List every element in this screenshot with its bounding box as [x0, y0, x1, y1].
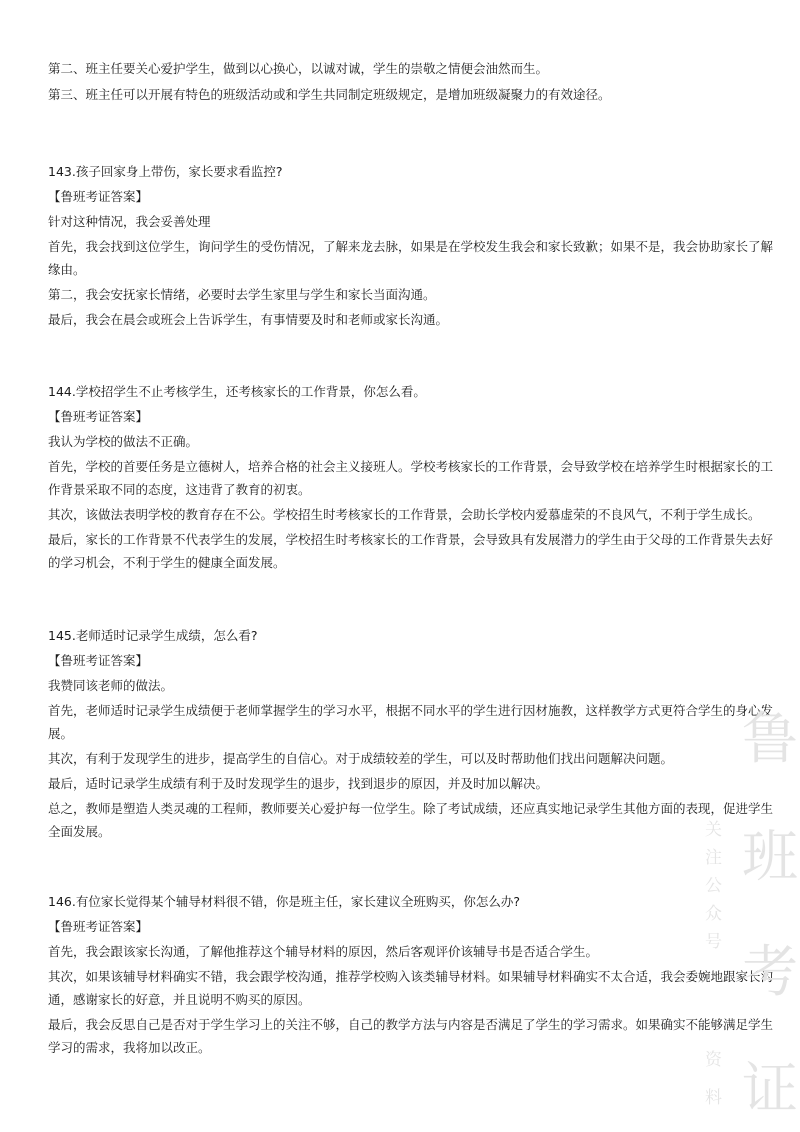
- text-line: 首先，我会找到这位学生，询问学生的受伤情况，了解来龙去脉，如果是在学校发生我会和家长致歉；如果不是，我会协助家长了解: [48, 239, 774, 254]
- text-line: 缘由。: [48, 262, 86, 277]
- watermark-char: 鲁: [742, 707, 798, 772]
- text-line: 展。: [48, 726, 74, 741]
- text-line: 作背景采取不同的态度，这违背了教育的初衷。: [48, 482, 311, 497]
- text-line: 总之，教师是塑造人类灵魂的工程师，教师要关心爱护每一位学生。除了考试成绩，还应真实地记录学生其他方面的表现，促进学生: [48, 801, 774, 816]
- text-line: 最后，我会反思自己是否对于学生学习上的关注不够，自己的教学方法与内容是否满足了学生的学习需求。如果确实不能够满足学生: [48, 1017, 774, 1032]
- text-line: 我赞同该老师的做法。: [48, 678, 174, 693]
- watermark-char: 考: [742, 940, 798, 1005]
- watermark-char: 班: [742, 825, 798, 890]
- answer-label: 【鲁班考证答案】: [48, 653, 149, 668]
- text-line: 针对这种情况，我会妥善处理: [48, 214, 211, 229]
- text-line: 首先，学校的首要任务是立德树人，培养合格的社会主义接班人。学校考核家长的工作背景，会导致学校在培养学生时根据家长的工: [48, 459, 774, 474]
- watermark-small-char: 料: [705, 1088, 722, 1108]
- text-line: 全面发展。: [48, 824, 111, 839]
- text-line: 第二，我会安抚家长情绪，必要时去学生家里与学生和家长当面沟通。: [48, 287, 436, 302]
- question-title: 144.学校招学生不止考核学生，还考核家长的工作背景，你怎么看。: [48, 384, 426, 399]
- text-line: 通，感谢家长的好意，并且说明不购买的原因。: [48, 992, 311, 1007]
- text-line: 首先，我会跟该家长沟通，了解他推荐这个辅导材料的原因，然后客观评价该辅导书是否适合学生。: [48, 944, 599, 959]
- question-title: 143.孩子回家身上带伤，家长要求看监控?: [48, 164, 283, 179]
- text-line: 其次，该做法表明学校的教育存在不公。学校招生时考核家长的工作背景，会助长学校内爱慕虚荣的不良风气，不利于学生成长。: [48, 507, 761, 522]
- text-line: 其次，有利于发现学生的进步，提高学生的自信心。对于成绩较差的学生，可以及时帮助他们找出问题解决问题。: [48, 751, 674, 766]
- answer-label: 【鲁班考证答案】: [48, 189, 149, 204]
- text-line: 学习的需求，我将加以改正。: [48, 1040, 211, 1055]
- text-line: 的学习机会，不利于学生的健康全面发展。: [48, 555, 286, 570]
- text-line: 最后，适时记录学生成绩有利于及时发现学生的退步，找到退步的原因，并及时加以解决。: [48, 776, 549, 791]
- watermark-char: 证: [742, 1057, 798, 1122]
- watermark-small-char: 关: [705, 820, 722, 840]
- text-line: 我认为学校的做法不正确。: [48, 434, 199, 449]
- answer-label: 【鲁班考证答案】: [48, 409, 149, 424]
- text-line: 第三、班主任可以开展有特色的班级活动或和学生共同制定班级规定，是增加班级凝聚力的有效途径。: [48, 87, 611, 102]
- watermark-small-char: 注: [705, 848, 722, 868]
- text-line: 第二、班主任要关心爱护学生，做到以心换心，以诚对诚，学生的崇敬之情便会油然而生。: [48, 61, 549, 76]
- text-line: 最后，我会在晨会或班会上告诉学生，有事情要及时和老师或家长沟通。: [48, 312, 449, 327]
- text-line: 最后，家长的工作背景不代表学生的发展，学校招生时考核家长的工作背景，会导致具有发展潜力的学生由于父母的工作背景失去好: [48, 532, 774, 547]
- watermark-small-char: 资: [705, 1050, 722, 1070]
- question-title: 145.老师适时记录学生成绩，怎么看?: [48, 628, 258, 643]
- text-line: 首先，老师适时记录学生成绩便于老师掌握学生的学习水平，根据不同水平的学生进行因材施教，这样教学方式更符合学生的身心发: [48, 703, 774, 718]
- text-line: 其次，如果该辅导材料确实不错，我会跟学校沟通，推荐学校购入该类辅导材料。如果辅导材料确实不太合适，我会委婉地跟家长沟: [48, 969, 774, 984]
- watermark-small-char: 公: [705, 876, 722, 896]
- watermark-small-char: 众: [705, 904, 722, 924]
- question-title: 146.有位家长觉得某个辅导材料很不错，你是班主任，家长建议全班购买，你怎么办?: [48, 894, 520, 909]
- answer-label: 【鲁班考证答案】: [48, 919, 149, 934]
- watermark-small-char: 号: [705, 932, 722, 952]
